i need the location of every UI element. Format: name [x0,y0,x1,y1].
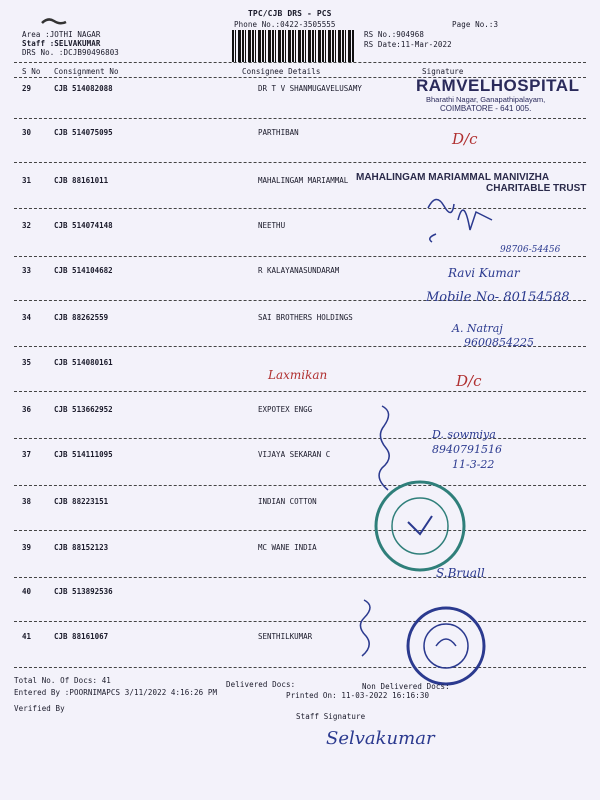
trust-stamp-line1: MAHALINGAM MARIAMMAL MANIVIZHA [356,172,550,183]
row-consignee: NEETHU [258,221,286,230]
row-rule [14,256,586,257]
hospital-stamp-addr1: Bharathi Nagar, Ganapathipalayam, [426,95,546,104]
row-consignment: CJB 88223151 [54,497,109,506]
row-consignee: PARTHIBAN [258,128,299,137]
row-sno: 39 [22,543,32,552]
hw-phone-32: 98706-54456 [500,245,561,255]
entered-by: Entered By :POORNIMAPCS 3/11/2022 4:16:26 PM [14,688,218,697]
row-consignee: EXPOTEX ENGG [258,405,313,414]
area: Area :JOTHI NAGAR [22,30,101,39]
hw-phone-34: 9600854225 [464,336,534,349]
row-rule [14,667,586,668]
hw-name-37: D. sowmiya [432,428,496,441]
row-rule [14,577,586,578]
col-consignee: Consignee Details [242,67,321,76]
verified-by: Verified By [14,704,65,713]
hw-phone-37: 8940791516 [432,443,502,456]
row-sno: 38 [22,497,32,506]
row-sno: 36 [22,405,32,414]
row-consignee: MAHALINGAM MARIAMMAL [258,176,349,185]
aerospace-seal [404,604,488,692]
row-consignment: CJB 513662952 [54,405,113,414]
row-consignee: MC WANE INDIA [258,543,317,552]
row-sno: 41 [22,632,32,641]
table-row [0,313,600,357]
row-rule [14,530,586,531]
table-row [0,587,600,631]
row-sno: 31 [22,176,32,185]
row-sno: 29 [22,84,32,93]
hospital-stamp-name: RAMVELHOSPITAL [416,76,580,95]
row-consignment: CJB 88161011 [54,176,109,185]
table-row [0,497,600,541]
hw-name-35: Laxmikan [268,368,328,382]
row-consignment: CJB 514111095 [54,450,113,459]
row-sno: 37 [22,450,32,459]
col-consignment: Consignment No [54,67,119,76]
row-rule [14,391,586,392]
row-sno: 30 [22,128,32,137]
document-title: TPC/CJB DRS - PCS [248,9,332,18]
row-sno: 40 [22,587,32,596]
hw-name-34: A. Natraj [452,322,503,335]
staff-signature-label: Staff Signature [296,712,366,721]
row-consignment: CJB 514080161 [54,358,113,367]
row-consignment: CJB 88152123 [54,543,109,552]
row-sno: 34 [22,313,32,322]
row-sno: 35 [22,358,32,367]
row-consignee: INDIAN COTTON [258,497,317,506]
hw-mobile-33: Mobile No- 80154588 [426,290,570,305]
col-sno: S No [22,67,41,76]
row-rule [14,162,586,163]
row-consignee: DR T V SHANMUGAVELUSAMY [258,84,362,93]
rs-date: RS Date:11-Mar-2022 [364,40,452,49]
row-sno: 32 [22,221,32,230]
row-consignment: CJB 514104682 [54,266,113,275]
hospital-stamp [416,76,596,113]
row-consignment: CJB 514075095 [54,128,113,137]
row-consignment: CJB 514074148 [54,221,113,230]
staff: Staff :SELVAKUMAR [22,39,101,48]
indian-cotton-seal [370,476,470,580]
hw-date-37: 11-3-22 [452,458,495,471]
barcode [232,30,354,62]
staff-signature: Selvakumar [326,728,435,749]
trust-stamp-line2: CHARITABLE TRUST [486,183,587,194]
bracket-mark-40 [350,596,390,670]
page-number: Page No.:3 [452,20,499,29]
hw-dc-30: D/c [452,130,478,148]
table-row [0,128,600,172]
hw-sign-39: S.Bruall [436,566,485,580]
row-sno: 33 [22,266,32,275]
row-consignee: SAI BROTHERS HOLDINGS [258,313,353,322]
hospital-stamp-addr2: COIMBATORE - 641 005. [440,104,532,113]
corner-mark [40,12,68,22]
delivered-docs: Delivered Docs: [226,680,296,689]
phone-number: Phone No.:0422-3505555 [234,20,336,29]
row-consignment: CJB 513892536 [54,587,113,596]
hw-dc-35: D/c [456,372,482,390]
total-docs: Total No. Of Docs: 41 [14,676,111,685]
row-consignee: VIJAYA SEKARAN C [258,450,331,459]
row-rule [14,438,586,439]
table-row [0,632,600,676]
col-signature: Signature [422,67,464,76]
drs-number: DRS No. :DCJB90496803 [22,48,119,57]
hw-name-33: Ravi Kumar [448,266,520,280]
row-consignment: CJB 88161067 [54,632,109,641]
rs-number: RS No.:904968 [364,30,424,39]
row-consignee: SENTHILKUMAR [258,632,313,641]
header-rule [14,62,586,63]
row-rule [14,621,586,622]
table-row [0,405,600,449]
row-consignment: CJB 88262559 [54,313,109,322]
row-consignment: CJB 514082088 [54,84,113,93]
row-rule [14,118,586,119]
non-delivered-docs: Non Delivered Docs: [362,682,450,691]
table-row [0,543,600,587]
table-row [0,450,600,494]
printed-on: Printed On: 11-03-2022 16:16:30 [286,691,430,700]
row-rule [14,485,586,486]
row-consignee: R KALAYANASUNDARAM [258,266,340,275]
